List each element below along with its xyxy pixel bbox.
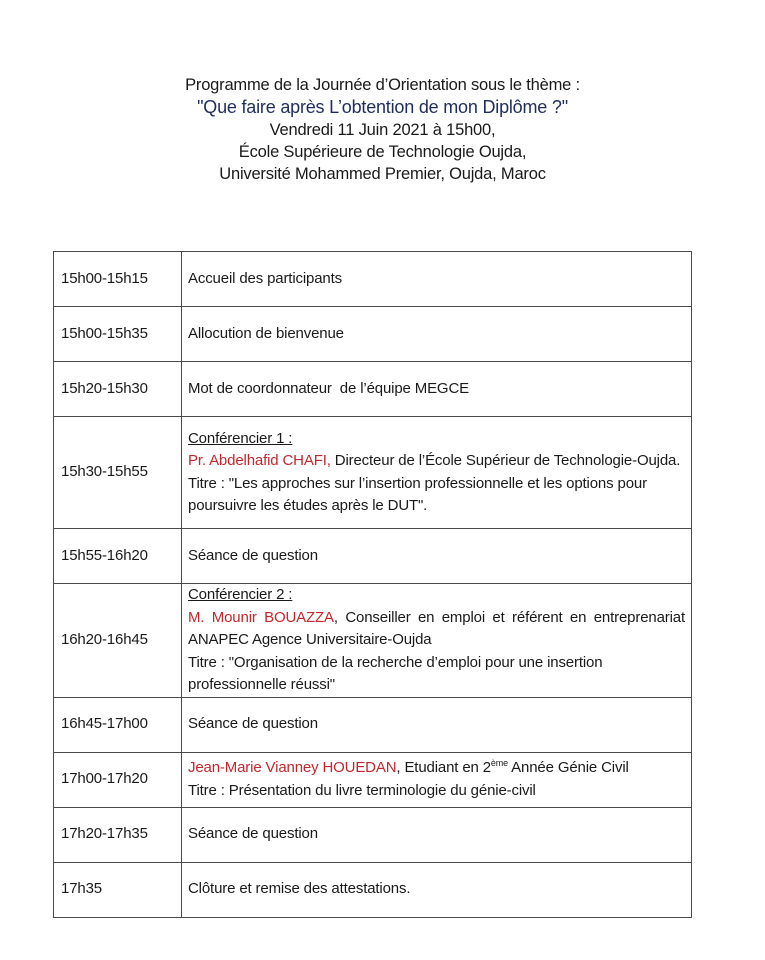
talk-title: Titre : Présentation du livre terminologie du génie-civil (188, 781, 536, 799)
header-intro: Programme de la Journée d’Orientation sous le thème : (185, 76, 580, 94)
row-time: 17h35 (54, 862, 182, 917)
schedule-row (54, 807, 692, 862)
schedule-row (54, 862, 692, 917)
talk-title: Titre : "Organisation de la recherche d’emploi pour une insertion professionnelle réussi" (188, 653, 603, 693)
header-school: École Supérieure de Technologie Oujda, (238, 142, 527, 161)
row-time: 16h45-17h00 (54, 697, 182, 752)
schedule-row (54, 697, 692, 752)
row-time: 15h20-15h30 (54, 362, 182, 417)
speaker-role-prefix: , Etudiant en 2 (396, 759, 491, 776)
row-time: 15h00-15h15 (54, 252, 182, 307)
speaker-info (188, 757, 685, 780)
row-activity: Séance de question (182, 697, 692, 752)
speaker-role: , Conseiller en emploi et référent en entreprenariat ANAPEC Agence Universitaire-Oujda (188, 608, 686, 648)
schedule-row (54, 752, 692, 807)
row-time: 17h20-17h35 (54, 807, 182, 862)
row-time: 15h30-15h55 (54, 417, 182, 529)
speaker-name: Jean-Marie Vianney HOUEDAN (188, 759, 397, 776)
talk-title: Titre : "Les approches sur l’insertion professionnelle et les options pour poursuivre les études après le DUT". (188, 474, 647, 514)
schedule-row (54, 252, 692, 307)
schedule-row (54, 362, 692, 417)
schedule-row (54, 529, 692, 584)
speaker-heading: Conférencier 1 : (188, 429, 293, 447)
row-time: 15h55-16h20 (54, 529, 182, 584)
header-theme: "Que faire après L’obtention de mon Diplôme ?" (197, 97, 568, 118)
row-time: 16h20-16h45 (54, 584, 182, 698)
program-header (0, 74, 765, 185)
speaker-heading: Conférencier 2 : (188, 586, 293, 603)
row-time: 15h00-15h35 (54, 307, 182, 362)
speaker-info (188, 607, 685, 652)
schedule-row (54, 307, 692, 362)
schedule-table (53, 251, 692, 918)
row-activity: Accueil des participants (182, 252, 692, 307)
speaker-info (188, 450, 685, 473)
speaker-role-suffix: Année Génie Civil (507, 759, 629, 776)
row-activity: Clôture et remise des attestations. (182, 862, 692, 917)
schedule-row (54, 584, 692, 698)
schedule-row (54, 417, 692, 529)
header-university: Université Mohammed Premier, Oujda, Maroc (219, 165, 546, 184)
row-activity (182, 752, 692, 807)
row-activity (182, 417, 692, 529)
speaker-role-superscript: ème (490, 758, 508, 768)
row-activity: Séance de question (182, 529, 692, 584)
row-activity: Allocution de bienvenue (182, 307, 692, 362)
row-activity: Mot de coordonnateur de l’équipe MEGCE (182, 362, 692, 417)
speaker-name: Pr. Abdelhafid CHAFI, (188, 452, 331, 469)
speaker-name: M. Mounir BOUAZZA (188, 608, 334, 626)
speaker-role: Directeur de l’École Supérieur de Technologie-Oujda. (330, 452, 681, 469)
row-activity: Séance de question (182, 807, 692, 862)
row-activity (182, 584, 692, 698)
header-date: Vendredi 11 Juin 2021 à 15h00, (269, 120, 496, 139)
row-time: 17h00-17h20 (54, 752, 182, 807)
